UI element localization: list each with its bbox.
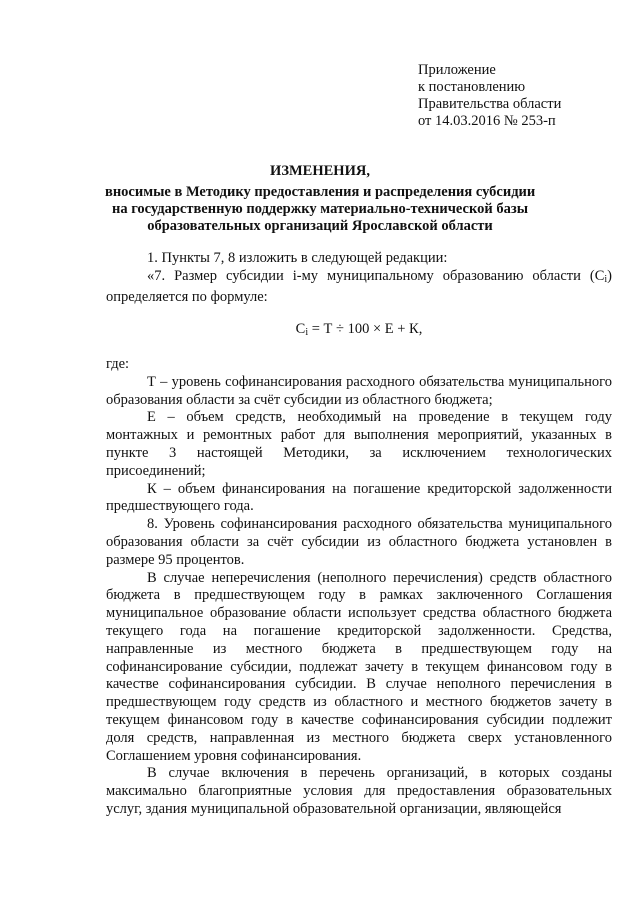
appendix-line-4: от 14.03.2016 № 253-п (418, 113, 556, 129)
appendix-line-3: Правительства области (418, 96, 562, 112)
definition-t: Т – уровень софинансирования расходного обязательства муниципального образования области за счёт субсидии из областного бюджета; (106, 373, 612, 408)
appendix-block (418, 62, 618, 130)
paragraph-7-text: «7. Размер субсидии i-му муниципальному образованию области (C (147, 267, 605, 284)
document-title: ИЗМЕНЕНИЯ, (270, 163, 370, 179)
main-body (106, 356, 612, 819)
paragraph-7 (106, 268, 612, 307)
where-label: где: (106, 356, 130, 372)
title-subline-1: вносимые в Методику предоставления и распределения субсидии (105, 184, 536, 200)
title-subline-2: на государственную поддержку материально-технической базы (111, 201, 529, 217)
paragraph-7-tail: ) определяется по формуле: (106, 267, 612, 305)
formula-c: C (295, 321, 306, 337)
formula-rest: = Т ÷ 100 × Е + К, (308, 321, 423, 337)
paragraph-9: В случае неперечисления (неполного перечисления) средств областного бюджета в предшествующем году в рамках заключенного Соглашения муниципальное образование области использует средства областного бюджета текущего года на погашение кредиторской задолженности. Средства, направленные из местного бюджета в предшествующем году на софинансирование субсидии, подлежат зачету в текущем финансовом году в качестве софинансирования субсидии. В случае неполного перечисления в предшествующем году средств из областного и местного бюджетов зачету в текущем финансовом году в качестве софинансирования субсидии подлежит доля средств, направленная из местного бюджета сверх установленного Соглашением уровня софинансирования. (106, 569, 612, 764)
formula-subscript: i (305, 327, 309, 338)
intro-block (106, 250, 612, 306)
definition-e: Е – объем средств, необходимый на проведение в текущем году монтажных и ремонтных работ для выполнения мероприятий, указанных в пункте 3 настоящей Методики, за исключением технологических присоединений; (106, 409, 612, 479)
paragraph-8: 8. Уровень софинансирования расходного обязательства муниципального образования области за счёт субсидии из областного бюджета установлен в размере 95 процентов. (106, 516, 612, 568)
paragraph-1: 1. Пункты 7, 8 изложить в следующей редакции: (147, 250, 448, 266)
appendix-line-2: к постановлению (418, 79, 526, 95)
paragraph-7-subscript: i (604, 273, 608, 285)
definition-k: К – объем финансирования на погашение кредиторской задолженности предшествующего года. (106, 480, 612, 515)
formula (106, 320, 612, 342)
title-subline-3: образовательных организаций Ярославской области (147, 218, 493, 234)
appendix-line-1: Приложение (418, 62, 496, 78)
paragraph-10: В случае включения в перечень организаций, в которых созданы максимально благоприятные условия для предоставления образовательных услуг, здания муниципальной образовательной организации, являющейся (106, 765, 612, 817)
